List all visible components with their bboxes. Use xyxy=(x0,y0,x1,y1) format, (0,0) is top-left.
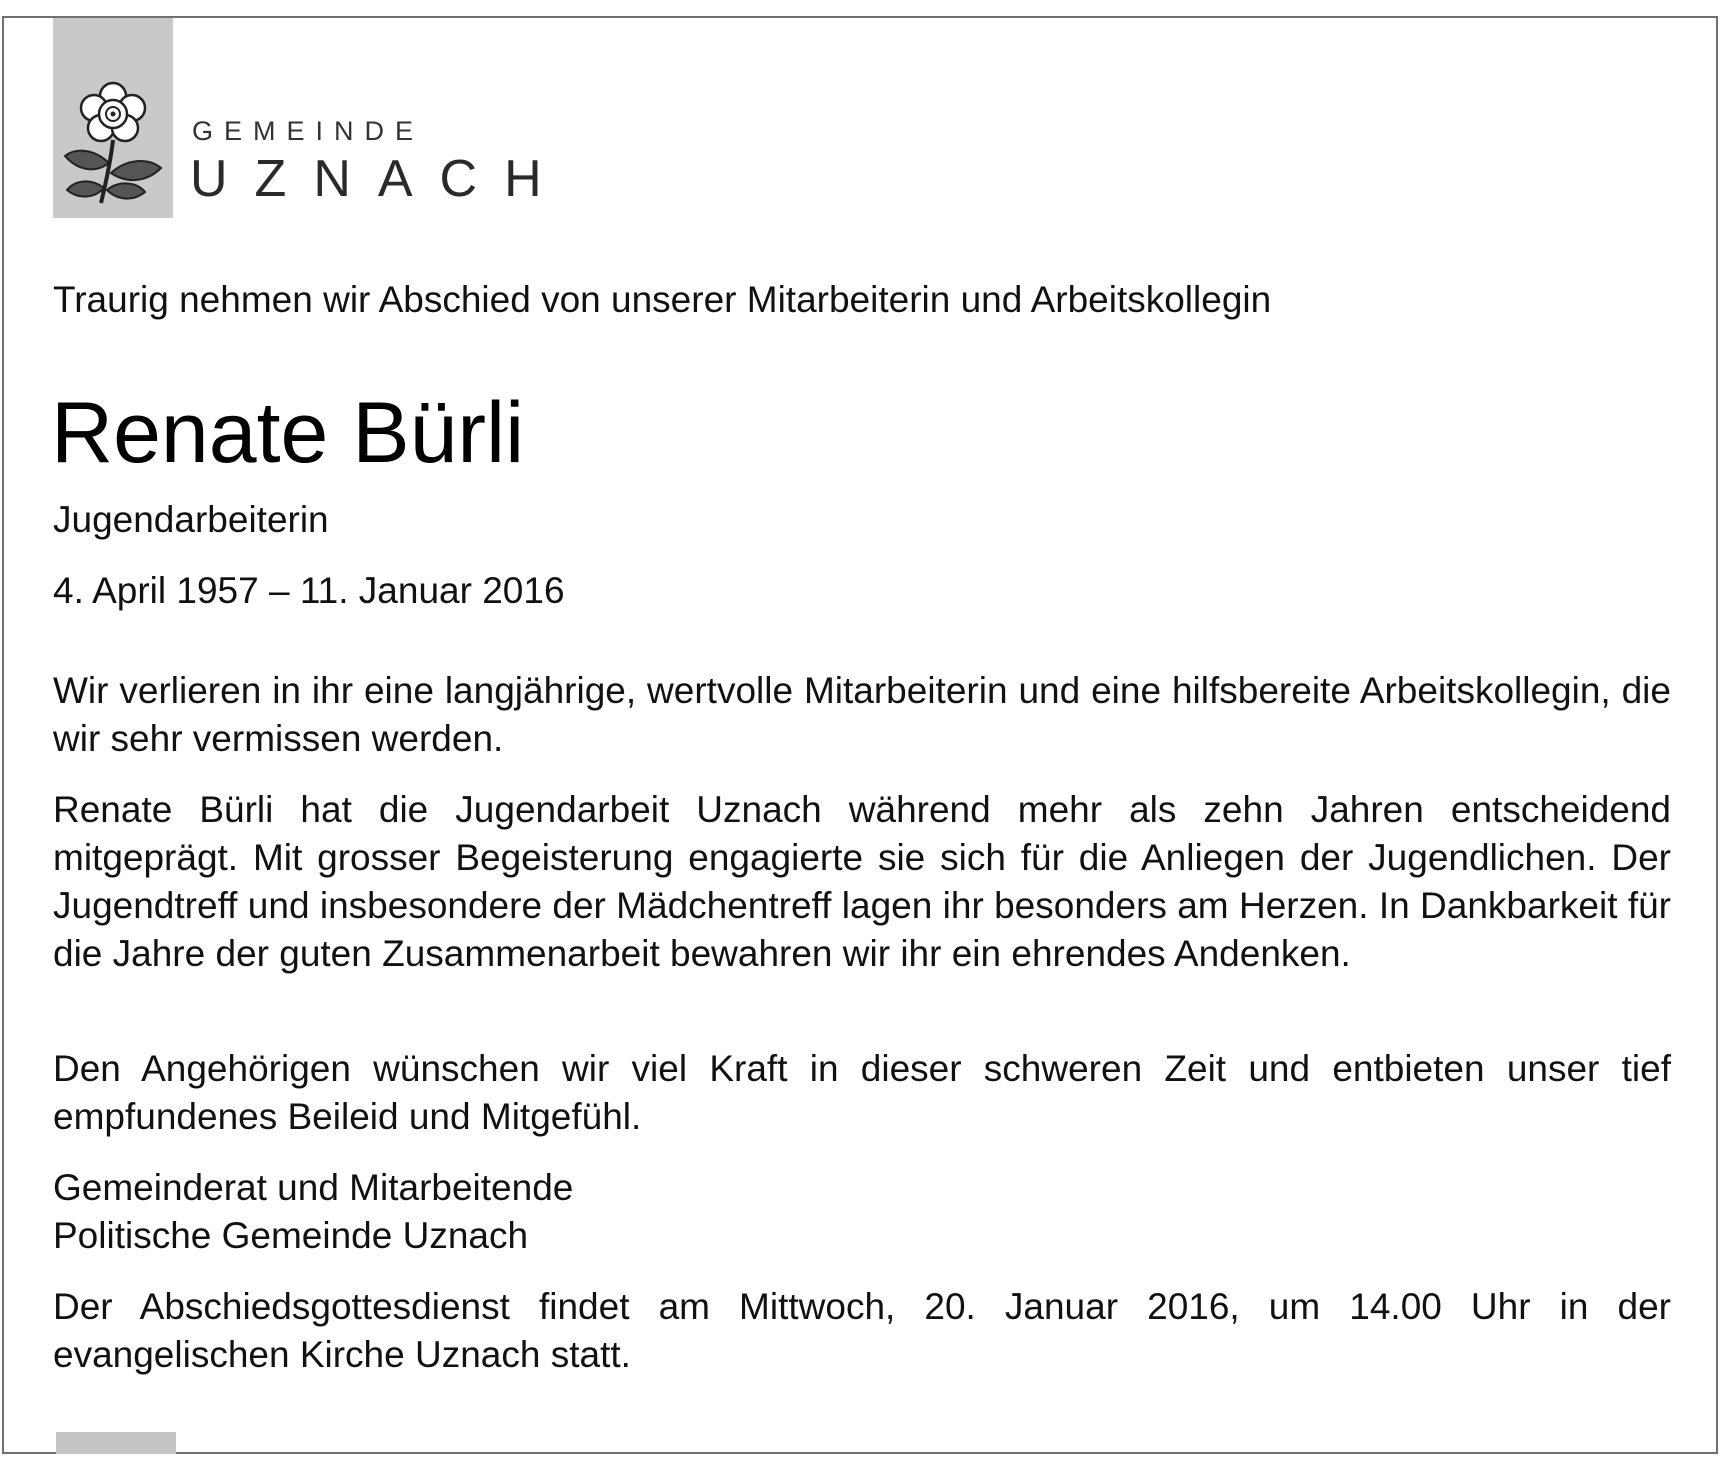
paragraph-3: Den Angehörigen wünschen wir viel Kraft in dieser schweren Zeit und entbieten unser tief empfundenes Beileid und Mitgefühl. xyxy=(53,1048,1671,1137)
service-notice: Der Abschiedsgottesdienst findet am Mittwoch, 20. Januar 2016, um 14.00 Uhr in der evangelischen Kirche Uznach statt. xyxy=(53,1286,1671,1375)
logo-label-gemeinde: GEMEINDE xyxy=(192,116,425,146)
logo-label-uznach: UZNACH xyxy=(190,150,569,208)
bottom-accent-bar xyxy=(56,1432,176,1454)
signature-block xyxy=(53,1164,1671,1260)
intro-line: Traurig nehmen wir Abschied von unserer Mitarbeiterin und Arbeitskollegin xyxy=(53,279,1272,320)
paragraph-2: Renate Bürli hat die Jugendarbeit Uznach während mehr als zehn Jahren entscheidend mitgeprägt. Mit grosser Begeisterung engagierte sie sich für die Anliegen der Jugendlichen. Der Jugendtreff und insbesondere der Mädchentreff lagen ihr besonders am Herzen. In Dankbarkeit für die Jahre der guten Zusammenarbeit bewahren wir ihr ein ehrendes Andenken. xyxy=(53,789,1671,974)
signature-line-2: Politische Gemeinde Uznach xyxy=(53,1215,529,1256)
logo-emblem-block xyxy=(53,18,173,218)
paragraph-1: Wir verlieren in ihr eine langjährige, wertvolle Mitarbeiterin und eine hilfsbereite Arbeitskollegin, die wir sehr vermissen werden. xyxy=(53,670,1671,759)
rose-icon xyxy=(57,78,169,208)
deceased-role: Jugendarbeiterin xyxy=(53,499,329,540)
deceased-name: Renate Bürli xyxy=(51,385,525,481)
life-dates: 4. April 1957 – 11. Januar 2016 xyxy=(53,570,565,611)
signature-line-1: Gemeinderat und Mitarbeitende xyxy=(53,1167,574,1208)
